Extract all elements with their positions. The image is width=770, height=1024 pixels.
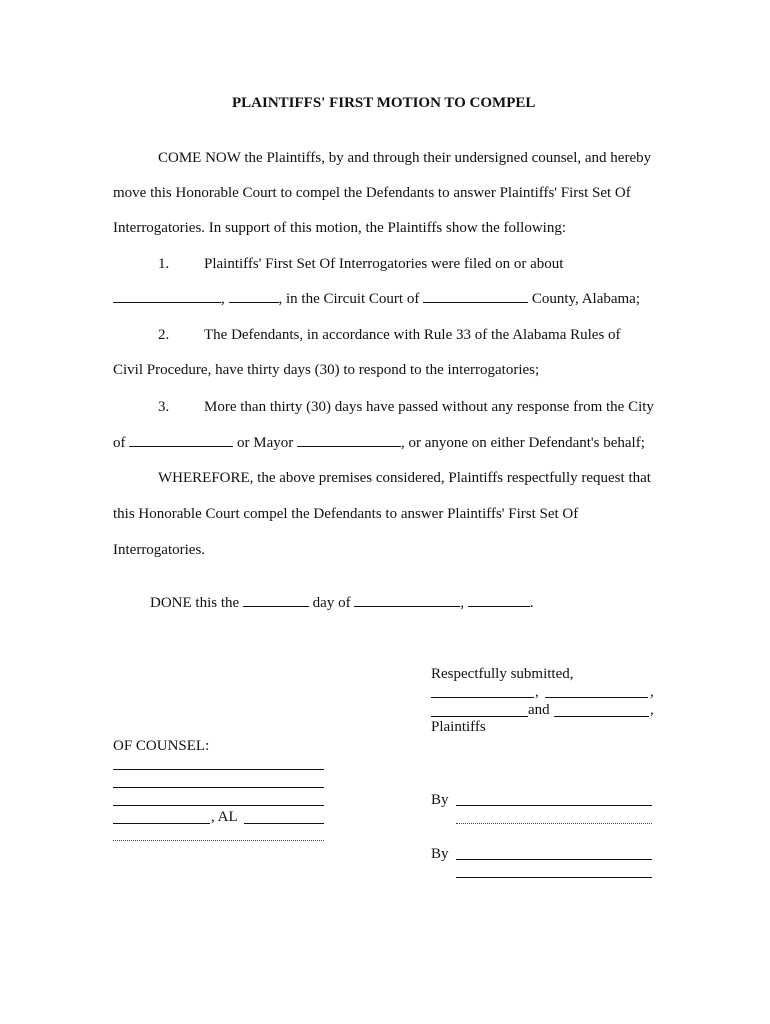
of-counsel-label: OF COUNSEL: [113, 738, 210, 754]
attorney-4-blank[interactable] [554, 716, 649, 717]
item-3-behalf: , or anyone on either Defendant's behalf; [401, 435, 645, 451]
item-3-blank-line [113, 434, 645, 452]
by-signature-blank-2[interactable] [456, 859, 652, 860]
by-label-2: By [431, 846, 449, 862]
counsel-city-blank[interactable] [113, 823, 210, 824]
item-3-text: More than thirty (30) days have passed without any response from the City [204, 399, 654, 415]
counsel-line-5[interactable] [113, 840, 324, 841]
city-blank[interactable] [129, 434, 233, 447]
item-1-blank-line [113, 290, 640, 308]
done-period: . [529, 595, 534, 611]
respectfully-submitted: Respectfully submitted, [431, 666, 574, 682]
by-signature-blank-1[interactable] [456, 805, 652, 806]
county-blank[interactable] [423, 290, 528, 303]
signature-and: and [528, 702, 550, 718]
item-3-number: 3. [158, 399, 170, 415]
attorney-1-blank[interactable] [431, 697, 534, 698]
intro-line-3: Interrogatories. In support of this motion, the Plaintiffs show the following: [113, 220, 567, 236]
signature-comma-3: , [650, 702, 654, 718]
done-day-blank[interactable] [243, 594, 309, 607]
item-2-text: The Defendants, in accordance with Rule 33 of the Alabama Rules of [204, 327, 621, 343]
year-blank[interactable] [229, 290, 279, 303]
item-1-comma: , [221, 291, 225, 307]
counsel-line-3[interactable] [113, 805, 324, 806]
counsel-al: , AL [211, 809, 238, 825]
item-3-of: of [113, 435, 126, 451]
signature-comma-1: , [535, 684, 539, 700]
item-1-number: 1. [158, 256, 170, 272]
done-line [150, 594, 534, 612]
item-3-mayor: or Mayor [237, 435, 294, 451]
item-2-text-line-2: Civil Procedure, have thirty days (30) to respond to the interrogatories; [113, 362, 540, 378]
done-comma: , [460, 595, 465, 611]
counsel-line-2[interactable] [113, 787, 324, 788]
by-name-blank-1[interactable] [456, 823, 652, 824]
plaintiffs-label: Plaintiffs [431, 719, 486, 735]
item-1-text: Plaintiffs' First Set Of Interrogatories were filed on or about [204, 256, 564, 272]
wherefore-line-2: this Honorable Court compel the Defendants to answer Plaintiffs' First Set Of [113, 506, 579, 522]
done-year-blank[interactable] [468, 594, 530, 607]
item-1-circuit: , in the Circuit Court of [278, 291, 420, 307]
counsel-line-1[interactable] [113, 769, 324, 770]
done-prefix: DONE this the [150, 595, 240, 611]
page-title: PLAINTIFFS' FIRST MOTION TO COMPEL [232, 95, 536, 111]
attorney-3-blank[interactable] [431, 716, 528, 717]
signature-comma-2: , [650, 684, 654, 700]
date-blank[interactable] [113, 290, 221, 303]
wherefore-line-1: WHEREFORE, the above premises considered, Plaintiffs respectfully request that [158, 470, 651, 486]
intro-line-1: COME NOW the Plaintiffs, by and through their undersigned counsel, and hereby [158, 150, 652, 166]
intro-line-2: move this Honorable Court to compel the Defendants to answer Plaintiffs' First Set Of [113, 185, 631, 201]
done-month-blank[interactable] [354, 594, 460, 607]
done-day-of: day of [312, 595, 351, 611]
wherefore-line-3: Interrogatories. [113, 542, 206, 558]
by-name-blank-2[interactable] [456, 877, 652, 878]
attorney-2-blank[interactable] [545, 697, 648, 698]
counsel-zip-blank[interactable] [244, 823, 324, 824]
item-2-number: 2. [158, 327, 170, 343]
item-1-county: County, Alabama; [531, 291, 641, 307]
mayor-blank[interactable] [297, 434, 401, 447]
by-label-1: By [431, 792, 449, 808]
